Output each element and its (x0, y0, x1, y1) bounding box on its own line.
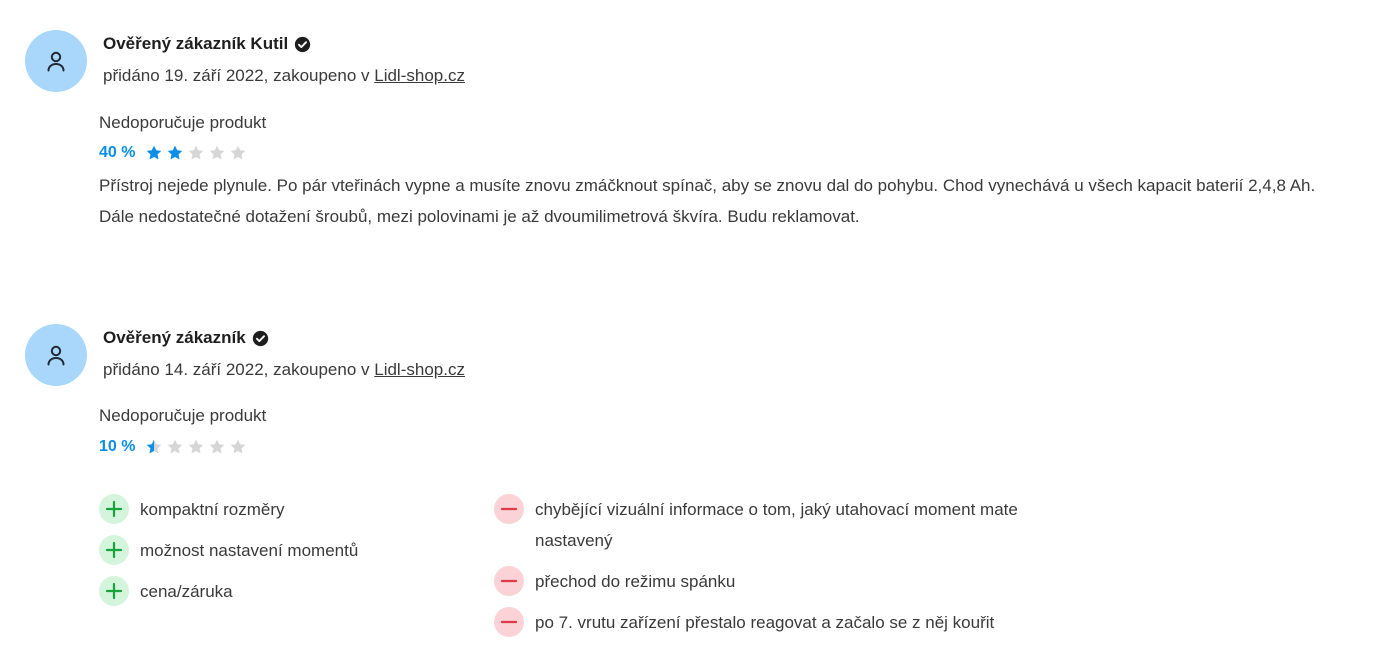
star-icon (229, 438, 247, 456)
avatar (25, 324, 87, 386)
author-name: Ověřený zákazník (103, 328, 246, 347)
user-icon (44, 343, 68, 367)
review-author (103, 34, 311, 54)
rating-percent: 10 % (99, 438, 136, 455)
star-icon (166, 438, 184, 456)
recommendation-label: Nedoporučuje produkt (99, 113, 267, 132)
pro-text: cena/záruka (140, 582, 233, 601)
pro-item (99, 494, 358, 525)
rating (99, 142, 247, 164)
pro-text: možnost nastavení momentů (140, 541, 359, 560)
shop-link[interactable]: Lidl-shop.cz (374, 360, 465, 379)
minus-icon (494, 494, 524, 524)
recommendation-label: Nedoporučuje produkt (99, 406, 267, 425)
star-icon (208, 144, 226, 162)
pro-text: kompaktní rozměry (140, 500, 285, 519)
review-meta (103, 66, 465, 86)
star-icon (187, 438, 205, 456)
shop-link[interactable]: Lidl-shop.cz (374, 66, 465, 85)
minus-icon (494, 607, 524, 637)
star-icon (145, 144, 163, 162)
star-icon (145, 438, 163, 456)
rating (99, 436, 247, 458)
author-name: Ověřený zákazník Kutil (103, 34, 289, 53)
con-item (494, 494, 1064, 556)
star-icon (229, 144, 247, 162)
pro-item (99, 535, 358, 566)
user-icon (44, 49, 68, 73)
pro-item (99, 576, 358, 607)
review-date: přidáno 19. září 2022, zakoupeno v (103, 66, 375, 85)
review-author (103, 328, 269, 348)
plus-icon (99, 535, 129, 565)
pros-list (99, 494, 358, 617)
review-meta (103, 360, 465, 380)
con-text: chybějící vizuální informace o tom, jaký utahovací moment mate nastavený (535, 500, 1018, 550)
check-circle-icon (294, 36, 311, 53)
star-rating (145, 144, 247, 162)
minus-icon (494, 566, 524, 596)
star-icon (187, 144, 205, 162)
avatar (25, 30, 87, 92)
review-date: přidáno 14. září 2022, zakoupeno v (103, 360, 375, 379)
star-icon (166, 144, 184, 162)
con-text: přechod do režimu spánku (535, 572, 736, 591)
cons-list (494, 494, 1064, 648)
review-text: Přístroj nejede plynule. Po pár vteřinách vypne a musíte znovu zmáčknout spínač, aby se znovu dal do pohybu. Chod vynechává u všech kapacit baterií 2,4,8 Ah. Dále nedostatečné dotažení šroubů, mezi polovinami je až dvoumilimetrová škvíra. Budu reklamovat. (99, 176, 1316, 226)
star-icon (208, 438, 226, 456)
rating-percent: 40 % (99, 144, 136, 161)
con-item (494, 607, 1064, 638)
con-text: po 7. vrutu zařízení přestalo reagovat a začalo se z něj kouřit (535, 613, 995, 632)
con-item (494, 566, 1064, 597)
check-circle-icon (252, 330, 269, 347)
plus-icon (99, 576, 129, 606)
star-rating (145, 438, 247, 456)
plus-icon (99, 494, 129, 524)
